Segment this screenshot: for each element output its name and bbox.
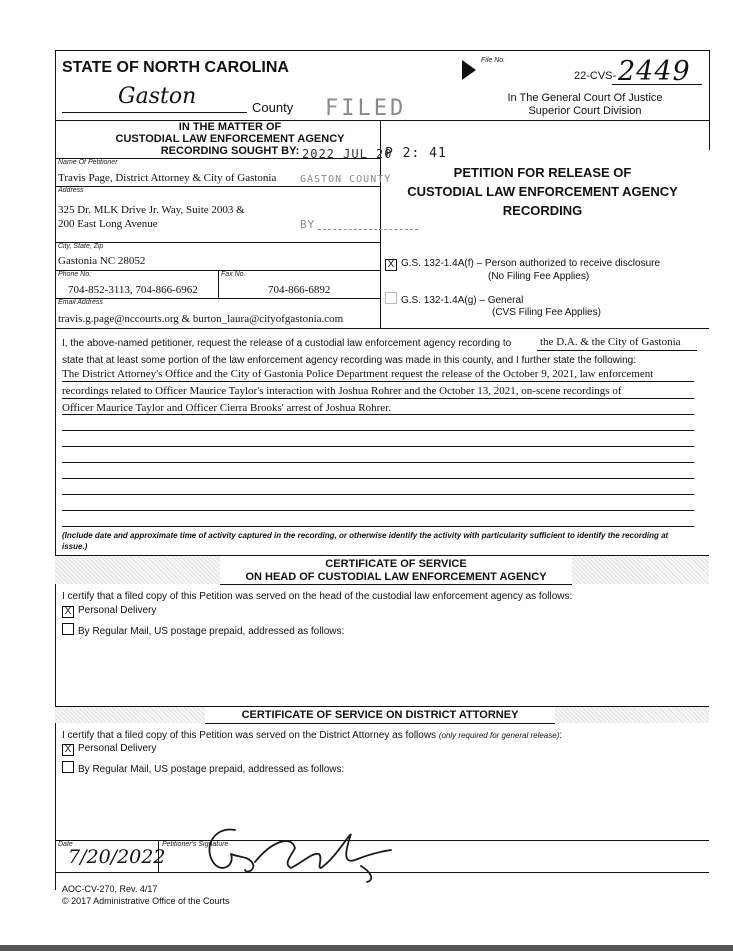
cert2-mail-label: By Regular Mail, US postage prepaid, addressed as follows:: [78, 764, 345, 775]
cert1-mail-label: By Regular Mail, US postage prepaid, addressed as follows:: [78, 626, 345, 637]
cert2-text-note: (only required for general release): [438, 731, 560, 740]
cert1-text: I certify that a filed copy of this Petition was served on the head of the custodial law enforcement agency as follows:: [62, 591, 573, 602]
title-line-2: CUSTODIAL LAW ENFORCEMENT AGENCY: [407, 184, 678, 199]
recipient-underline: [537, 350, 697, 351]
email-label: Email Address: [58, 299, 103, 306]
cert1-mail[interactable]: [62, 623, 344, 637]
option-authorized-label: G.S. 132-1.4A(f) – Person authorized to receive disclosure: [401, 258, 661, 269]
cert1-title: [220, 558, 572, 584]
form-footer: [62, 883, 230, 907]
request-recipient: the D.A. & the City of Gastonia: [540, 336, 681, 348]
stamp-time: P 2: 41: [385, 146, 447, 161]
address-top-line: [55, 186, 380, 187]
file-arrow-icon: [462, 60, 476, 80]
cert1-top-line: [55, 555, 709, 556]
matter-heading: [80, 121, 380, 157]
option-authorized[interactable]: [385, 258, 660, 283]
court-name: [485, 92, 685, 118]
cert2-title-underline: [205, 723, 555, 724]
date-label: Date: [58, 841, 73, 848]
request-intro: I, the above-named petitioner, request the release of a custodial law enforcement agency recording to: [62, 338, 512, 349]
cert1-mail-checkbox[interactable]: [62, 623, 74, 635]
stamp-county: GASTON COUNTY: [300, 174, 392, 185]
copyright: © 2017 Administrative Office of the Courts: [62, 896, 230, 906]
phone-label: Phone No.: [58, 271, 92, 278]
top-border: [55, 50, 709, 51]
file-no-underline: [612, 84, 702, 85]
signature-label: Petitioner's Signature: [162, 841, 229, 848]
option-authorized-fee: (No Filing Fee Applies): [488, 271, 590, 282]
signature-date: 7/20/2022: [68, 846, 166, 868]
name-label: Name Of Petitioner: [58, 159, 118, 166]
title-line-1: PETITION FOR RELEASE OF: [453, 165, 632, 180]
cert2-title: CERTIFICATE OF SERVICE ON DISTRICT ATTORNEY: [241, 709, 519, 721]
activity-note: (Include date and approximate time of activity captured in the recording, or otherwise identify the activity with particularity sufficient to identify the recording at issue.): [62, 531, 669, 551]
petitioner-email: travis.g.page@nccourts.org & burton_laura@cityofgastonia.com: [58, 313, 344, 325]
top-section-bottom: [55, 328, 709, 329]
option-general-label: G.S. 132-1.4A(g) – General: [401, 295, 524, 306]
cert1-title-line-1: CERTIFICATE OF SERVICE: [325, 558, 467, 570]
phone-fax-divider: [218, 270, 219, 298]
cert2-mail[interactable]: [62, 761, 344, 775]
county-label: County: [252, 100, 294, 115]
stamp-by-line: [318, 229, 418, 230]
rule-3: [62, 414, 694, 415]
cert2-mail-checkbox[interactable]: [62, 761, 74, 773]
matter-line-1: IN THE MATTER OF: [178, 121, 282, 133]
stamp-date: 2022 JUL 20: [302, 147, 393, 161]
option-authorized-checkbox[interactable]: X: [385, 259, 397, 271]
right-border-top: [709, 50, 710, 150]
petition-title: [395, 163, 690, 220]
matter-line-2: CUSTODIAL LAW ENFORCEMENT AGENCY: [115, 133, 345, 145]
state-name: STATE OF NORTH CAROLINA: [62, 59, 289, 76]
option-general-checkbox[interactable]: [385, 292, 397, 304]
petitioner-name: Travis Page, District Attorney & City of Gastonia: [58, 172, 277, 184]
address-line-2: 200 East Long Avenue: [58, 218, 158, 230]
activity-line-3: Officer Maurice Taylor and Officer Cierra Brooks' arrest of Joshua Rohrer.: [62, 402, 391, 414]
petitioner-city: Gastonia NC 28052: [58, 255, 146, 267]
petitioner-phone: 704-852-3113, 704-866-6962: [68, 284, 198, 296]
activity-line-1: The District Attorney's Office and the City of Gastonia Police Department request the release of the October 9, 2021, law enforcement: [62, 368, 654, 380]
request-state-line: state that at least some portion of the law enforcement agency recording was made in this county, and I further state the following:: [62, 355, 637, 366]
cert1-personal-label: Personal Delivery: [78, 605, 157, 616]
rule-2: [62, 398, 694, 399]
file-no-prefix: 22-CVS-: [574, 70, 617, 82]
handwritten-signature: [195, 818, 410, 888]
email-top-line: [55, 298, 380, 299]
option-general-fee: (CVS Filing Fee Applies): [492, 307, 601, 318]
file-no-handwritten: 2449: [618, 56, 691, 87]
cert2-top-line: [55, 706, 709, 707]
option-general[interactable]: [385, 292, 601, 319]
title-line-3: RECORDING: [502, 203, 583, 218]
rule-4: [62, 430, 694, 431]
address-line-1: 325 Dr. MLK Drive Jr. Way, Suite 2003 &: [58, 204, 245, 216]
left-border: [55, 50, 56, 890]
filed-stamp: FILED: [325, 96, 407, 121]
court-line-2: Superior Court Division: [528, 105, 642, 117]
bottom-edge: [0, 945, 733, 951]
rule-1: [62, 381, 694, 382]
city-label: City, State, Zip: [58, 243, 104, 250]
cert1-personal-checkbox[interactable]: X: [62, 606, 74, 618]
petitioner-address: [58, 203, 245, 231]
rule-7: [62, 478, 694, 479]
rule-9: [62, 510, 694, 511]
form-number: AOC-CV-270, Rev. 4/17: [62, 884, 158, 894]
county-underline: [62, 112, 247, 113]
cert2-personal[interactable]: [62, 743, 156, 756]
cert2-personal-label: Personal Delivery: [78, 743, 157, 754]
cert1-personal[interactable]: [62, 605, 156, 618]
cert2-personal-checkbox[interactable]: X: [62, 744, 74, 756]
matter-line-3: RECORDING SOUGHT BY:: [160, 145, 300, 157]
rule-10: [62, 526, 694, 527]
city-top-line: [55, 242, 380, 243]
file-no-label: File No.: [481, 57, 506, 64]
cert1-shade-right: [572, 556, 709, 584]
rule-8: [62, 494, 694, 495]
cert2-shade-right: [555, 707, 709, 723]
cert1-shade-left: [55, 556, 220, 584]
activity-line-2: recordings related to Officer Maurice Taylor's interaction with Joshua Rohrer and the October 13, 2021, on-scene recordings of: [62, 385, 622, 397]
petitioner-fax: 704-866-6892: [268, 284, 331, 296]
rule-6: [62, 462, 694, 463]
county-handwritten: Gaston: [118, 84, 197, 109]
cert2-text: I certify that a filed copy of this Petition was served on the District Attorney as follows: [62, 730, 437, 741]
cert2-shade-left: [55, 707, 205, 723]
address-label: Address: [58, 187, 84, 194]
rule-5: [62, 446, 694, 447]
stamp-by: BY: [300, 218, 316, 231]
court-line-1: In The General Court Of Justice: [507, 92, 663, 104]
cert1-title-underline: [220, 584, 572, 585]
cert1-title-line-2: ON HEAD OF CUSTODIAL LAW ENFORCEMENT AGENCY: [245, 571, 547, 583]
cert2-text-row: I certify that a filed copy of this Petition was served on the District Attorney as follows (only required for general release):: [62, 730, 563, 741]
fax-label: Fax No.: [221, 271, 246, 278]
